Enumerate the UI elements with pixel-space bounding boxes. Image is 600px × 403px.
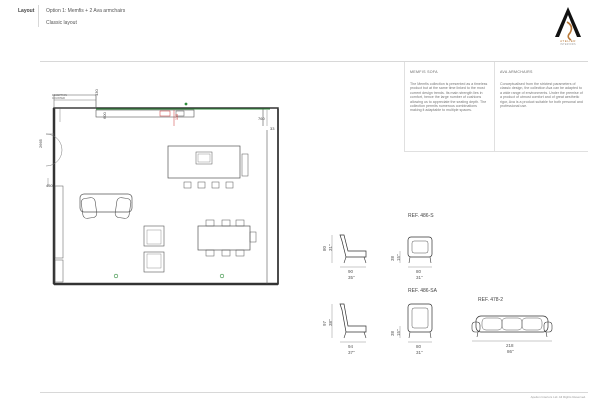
floor-plan-drawing (38, 86, 290, 300)
plan-dim-600: 600 (102, 112, 107, 119)
ava1-width-cm: 90 (348, 269, 354, 274)
ava-486s-drawings (318, 225, 448, 285)
memfis-description (410, 70, 488, 113)
memfis-width-in: 86" (507, 349, 514, 354)
ava-486s-svg (318, 225, 448, 285)
ref-486sa: REF. 486-SA (408, 288, 437, 294)
ava-486sa-svg (318, 298, 448, 362)
floor-plan (38, 86, 290, 300)
plan-label-counter: RECEPTION COUNTER (52, 94, 68, 100)
ava1-width-in: 35" (348, 275, 355, 280)
logo-text-2: INTERIORS (560, 43, 576, 46)
footer-copyright: Apelion Interiors Ltd. All Rights Reserved. (530, 395, 586, 399)
ava1-depth-in: 31" (416, 275, 423, 280)
ava2-height-in: 38" (328, 319, 333, 326)
header-divider (38, 5, 39, 27)
ava2-depth-cm: 80 (416, 344, 422, 349)
ref-478-2: REF. 478-2 (478, 297, 504, 303)
ava-486sa-drawings (318, 298, 448, 362)
memfis-text: The Memfis collection is presented as a timeless product but at the same time linked to the most current design trends. Its main strength lies in comfort, hence the large number of cushions allowing us to appreciate the seating depth. The collection permits numerous combinations making it adaptable to multiple spaces. (410, 82, 488, 113)
memfis-width-cm: 218 (506, 343, 514, 348)
option-title: Option 1: Memfis + 2 Ava armchairs (46, 8, 126, 14)
footer-rule (40, 392, 588, 393)
plan-dim-450: 450 (46, 183, 53, 188)
ava-description (500, 70, 584, 108)
plan-dim-760: 760 (258, 116, 265, 121)
brand-logo (548, 5, 588, 49)
ava1-seat-in: 15" (396, 254, 401, 261)
plan-dim-red: 130 (175, 114, 179, 120)
ava2-width-cm: 94 (348, 344, 354, 349)
ava1-seat-cm: 38 (390, 255, 395, 261)
ava-text: Conceptualised from the strictest parameters of classic design, the collection Ava can be adapted to a wide range of environments. Under the premise of a product of utmost comfort and of great aesthetic rigor, Ava is a product suitable for both personal and professional use. (500, 82, 583, 109)
memfis-drawing (468, 308, 556, 358)
section-title: Layout (18, 8, 35, 14)
ref-486s: REF. 486-S (408, 213, 434, 219)
plan-dim-2665: 2665 (38, 139, 43, 148)
desc-divider-left (404, 62, 405, 152)
plan-dim-33: 33 (270, 126, 275, 131)
layout-subtitle: Classic layout (46, 20, 77, 26)
desc-rule-bottom (404, 151, 588, 152)
logo-text-1: ATELIER (560, 39, 576, 43)
ava-title: AVA ARMCHAIRS (500, 70, 533, 74)
ava1-depth-cm: 80 (416, 269, 422, 274)
ava2-seat-in: 15" (396, 329, 401, 336)
ava2-seat-cm: 38 (390, 330, 395, 336)
memfis-title: MEMFIS SOFA (410, 70, 438, 74)
desc-divider-mid (494, 62, 495, 152)
ava1-height-cm: 80 (322, 245, 327, 251)
plan-dim-130: 130 (94, 89, 99, 96)
ava1-height-in: 31" (328, 244, 333, 251)
ava2-height-cm: 97 (322, 320, 327, 326)
ava2-width-in: 37" (348, 350, 355, 355)
ava2-depth-in: 31" (416, 350, 423, 355)
header-rule (40, 61, 588, 62)
